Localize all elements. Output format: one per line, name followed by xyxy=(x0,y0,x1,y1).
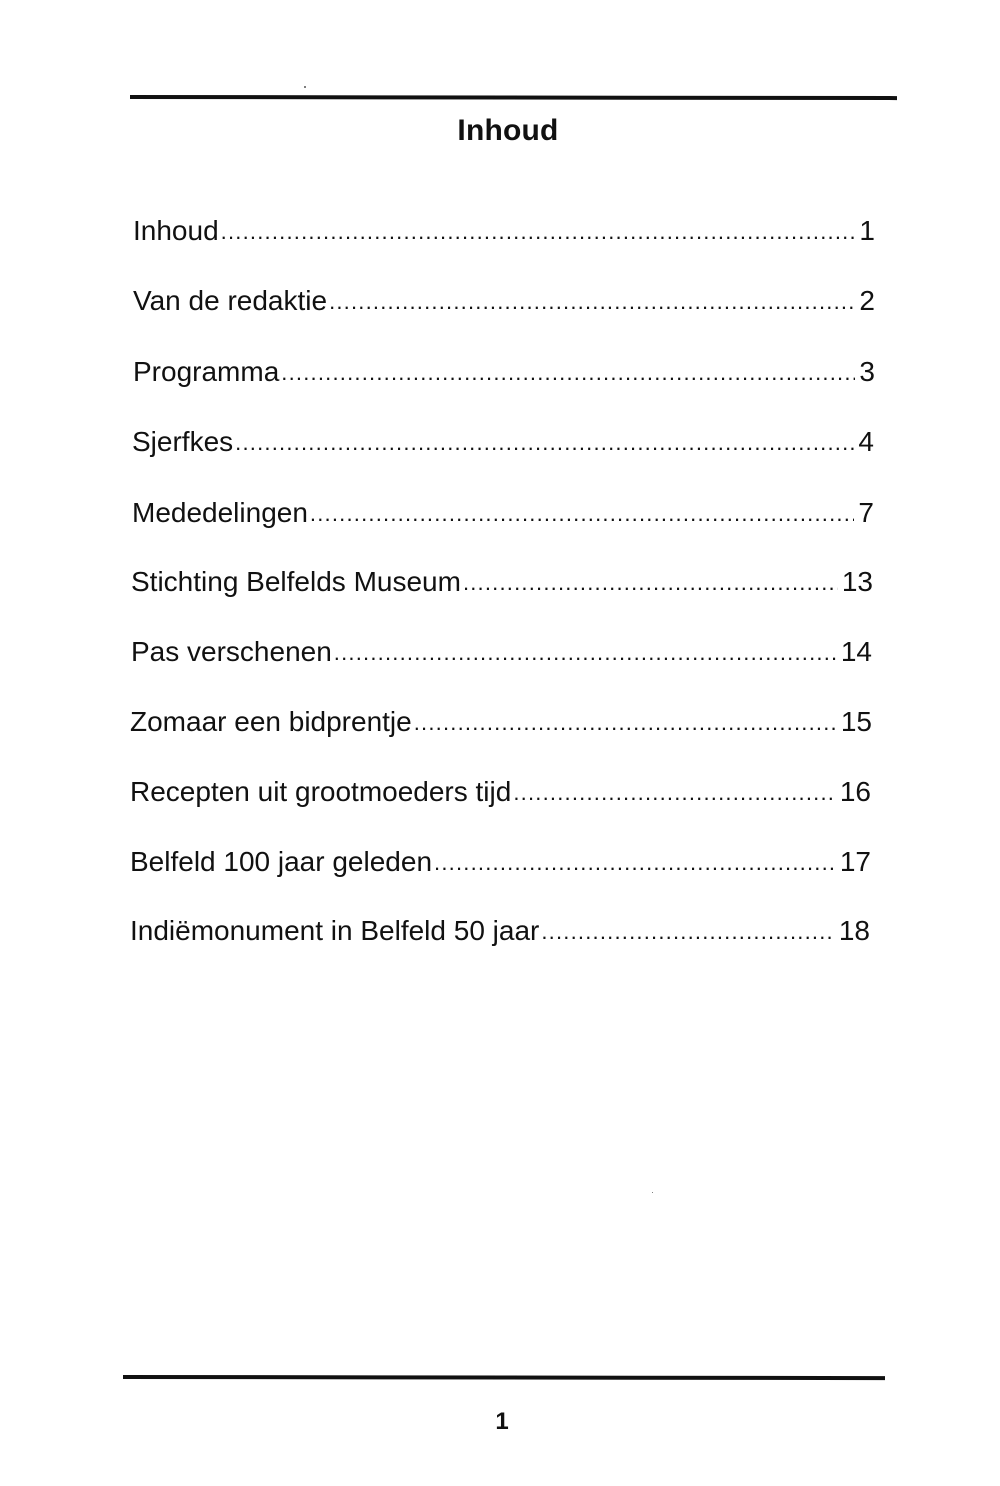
toc-entry[interactable] xyxy=(131,635,872,671)
toc-leader-dots xyxy=(281,356,855,390)
toc-entry-title: Zomaar een bidprentje xyxy=(130,706,412,737)
toc-entry[interactable] xyxy=(130,914,870,950)
toc-leader-dots xyxy=(310,497,855,531)
scan-speck xyxy=(652,1192,653,1193)
toc-entry-page: 13 xyxy=(841,566,873,597)
toc-entry-title: Belfeld 100 jaar geleden xyxy=(130,846,433,877)
toc-entry-title: Inhoud xyxy=(133,215,219,246)
toc-entry-title: Van de redaktie xyxy=(133,285,328,316)
toc-leader-dots xyxy=(235,426,854,460)
toc-entry-page: 3 xyxy=(859,356,875,387)
toc-entry[interactable] xyxy=(131,565,873,601)
toc-entry[interactable] xyxy=(133,214,875,250)
toc-entry[interactable] xyxy=(132,425,874,461)
toc-entry-page: 14 xyxy=(840,636,872,667)
toc-entry[interactable] xyxy=(133,355,875,391)
toc-entry-title: Mededelingen xyxy=(132,497,308,528)
toc-entry-page: 17 xyxy=(839,846,871,877)
toc-entry-page: 2 xyxy=(859,285,875,316)
toc-entry-page: 15 xyxy=(840,706,872,737)
toc-leader-dots xyxy=(463,566,838,600)
toc-entry[interactable] xyxy=(133,284,875,320)
toc-entry[interactable] xyxy=(130,845,871,881)
toc-entry-title: Recepten uit grootmoeders tijd xyxy=(130,776,512,807)
toc-entry[interactable] xyxy=(130,705,872,741)
toc-leader-dots xyxy=(329,285,855,319)
bottom-rule xyxy=(123,1375,885,1380)
page-number: 1 xyxy=(495,1408,509,1435)
toc-entry-title: Indiëmonument in Belfeld 50 jaar xyxy=(130,915,540,946)
toc-entry-page: 4 xyxy=(858,426,874,457)
toc-leader-dots xyxy=(334,636,837,670)
toc-entry[interactable] xyxy=(130,775,871,811)
toc-entry-page: 16 xyxy=(839,776,871,807)
toc-leader-dots xyxy=(541,915,834,949)
toc-entry-title: Programma xyxy=(133,356,280,387)
toc-entry[interactable] xyxy=(132,496,874,532)
page-title: Inhoud xyxy=(457,114,559,147)
toc-leader-dots xyxy=(434,846,836,880)
toc-leader-dots xyxy=(513,776,836,810)
toc-entry-page: 7 xyxy=(858,497,874,528)
toc-leader-dots xyxy=(221,215,856,249)
toc-entry-title: Pas verschenen xyxy=(131,636,332,667)
toc-leader-dots xyxy=(414,706,837,740)
toc-entry-title: Sjerfkes xyxy=(132,426,234,457)
toc-entry-page: 18 xyxy=(838,915,870,946)
toc-entry-page: 1 xyxy=(859,215,875,246)
toc-entry-title: Stichting Belfelds Museum xyxy=(131,566,461,597)
